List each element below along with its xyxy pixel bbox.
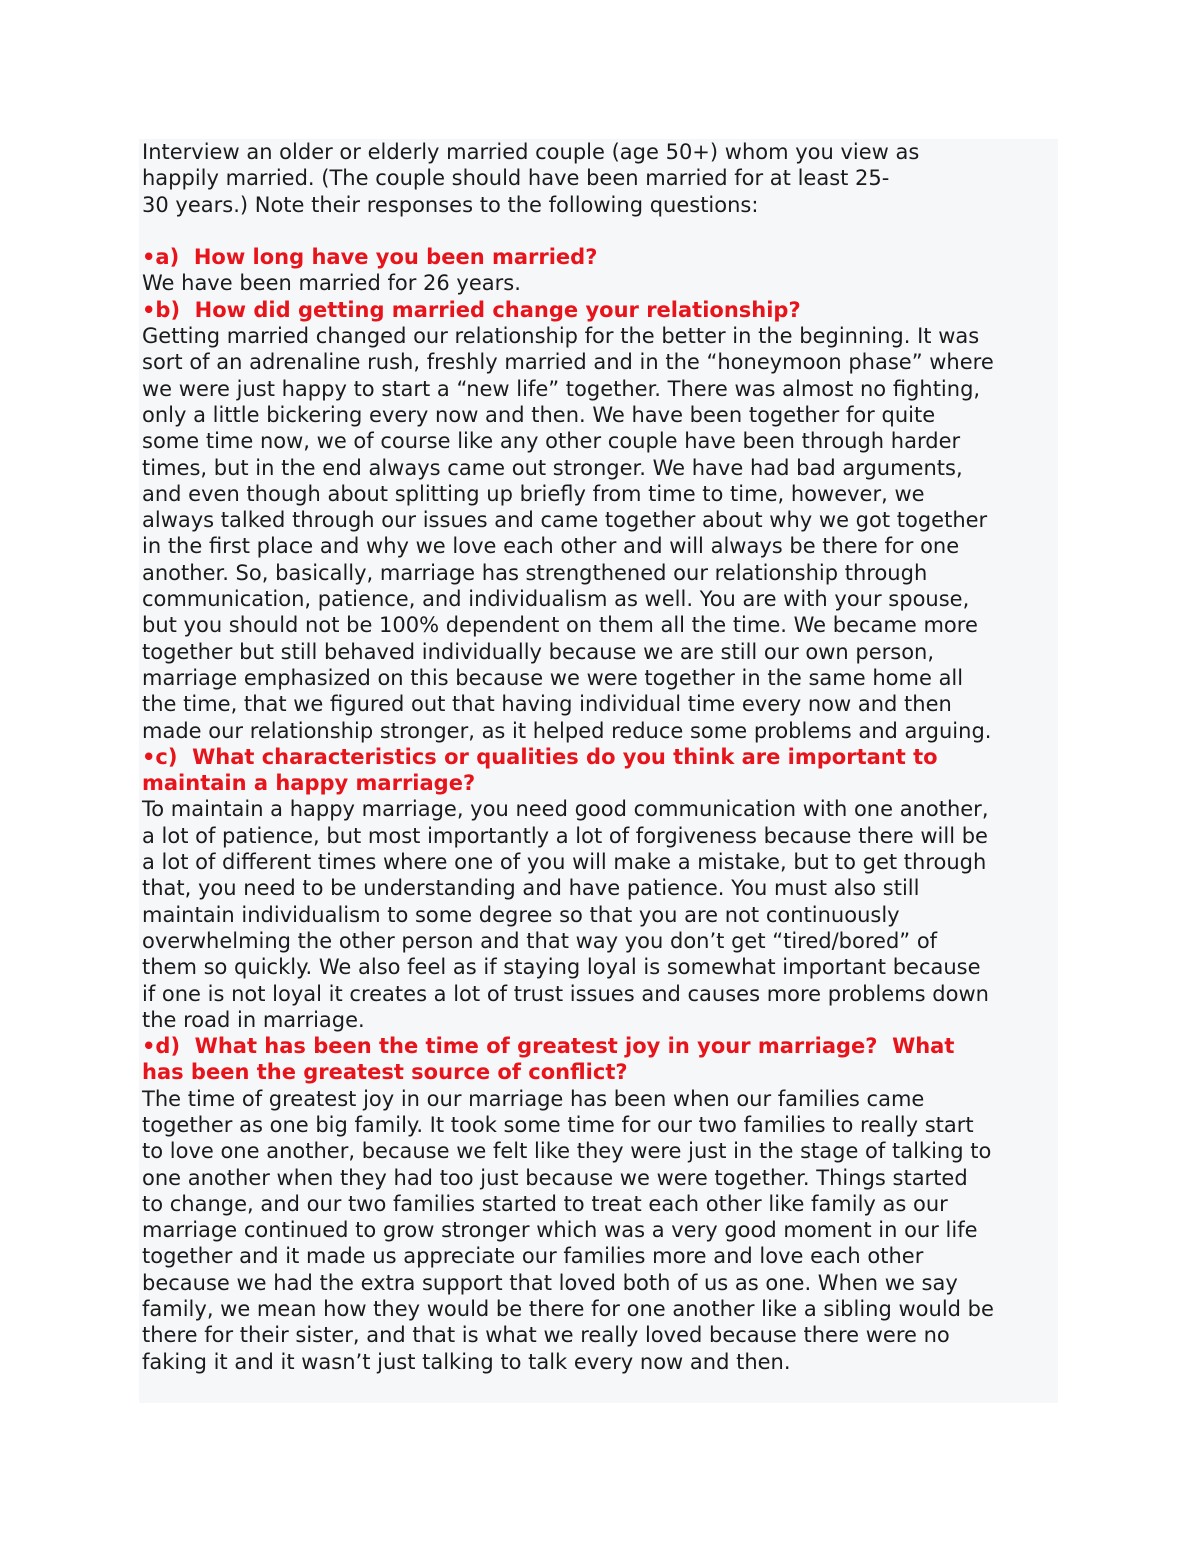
answer-line: To maintain a happy marriage, you need good communication with one another, [142,797,989,822]
answer-line: there for their sister, and that is what we really loved because there were no [142,1323,950,1348]
answer-line: the road in marriage. [142,1007,365,1032]
answer-line: if one is not loyal it creates a lot of trust issues and causes more problems down [142,981,989,1006]
answer-line: The time of greatest joy in our marriage has been when our families came [142,1086,925,1111]
answer-line: them so quickly. We also feel as if staying loyal is somewhat important because [142,955,981,980]
answer-line: made our relationship stronger, as it helped reduce some problems and arguing. [142,718,992,743]
question-b [142,297,1058,744]
intro-line: happily married. (The couple should have been married for at least 25- [142,166,890,191]
answer-line: a lot of patience, but most importantly a lot of forgiveness because there will be [142,823,988,848]
answer-line: marriage emphasized on this because we were together in the same home all [142,665,964,690]
question-heading: •b) How did getting married change your relationship? [142,297,801,322]
answer-line: some time now, we of course like any other couple have been through harder [142,429,961,454]
answer-line: but you should not be 100% dependent on them all the time. We became more [142,613,978,638]
answer-line: to love one another, because we felt like they were just in the stage of talking to [142,1139,992,1164]
answer-line: together but still behaved individually because we are still our own person, [142,639,935,664]
answer-line: Getting married changed our relationship for the better in the beginning. It was [142,324,980,349]
answer-line: faking it and it wasn’t just talking to talk every now and then. [142,1349,791,1374]
answer-line: one another when they had too just because we were together. Things started [142,1165,968,1190]
question-a [142,244,1058,297]
answer-line: sort of an adrenaline rush, freshly married and in the “honeymoon phase” where [142,350,994,375]
answer-line: and even though about splitting up briefly from time to time, however, we [142,481,925,506]
intro-line: 30 years.) Note their responses to the following questions: [142,192,759,217]
intro-line: Interview an older or elderly married couple (age 50+) whom you view as [142,140,920,164]
question-c [142,744,1058,1033]
question-heading: maintain a happy marriage? [142,771,476,796]
answer-line: only a little bickering every now and then. We have been together for quite [142,402,936,427]
answer-line: the time, that we figured out that having individual time every now and then [142,692,952,717]
answer-line: marriage continued to grow stronger which was a very good moment in our life [142,1218,978,1243]
question-d [142,1033,1058,1375]
document-content [139,139,1058,1403]
answer-line: times, but in the end always came out stronger. We have had bad arguments, [142,455,963,480]
answer-line: that, you need to be understanding and have patience. You must also still [142,876,920,901]
answer-line: communication, patience, and individualism as well. You are with your spouse, [142,587,970,612]
answer-line: together as one big family. It took some time for our two families to really start [142,1112,974,1137]
answer-line: in the first place and why we love each other and will always be there for one [142,534,960,559]
intro-paragraph [142,139,1058,218]
answer-line: together and it made us appreciate our families more and love each other [142,1244,924,1269]
question-heading: has been the greatest source of conflict? [142,1060,628,1085]
answer-line: We have been married for 26 years. [142,271,521,296]
answer-line: we were just happy to start a “new life” together. There was almost no fighting, [142,376,981,401]
answer-line: a lot of different times where one of you will make a mistake, but to get through [142,850,987,875]
answer-line: another. So, basically, marriage has strengthened our relationship through [142,560,928,585]
answer-line: family, we mean how they would be there for one another like a sibling would be [142,1297,994,1322]
question-heading: •a) How long have you been married? [142,245,598,270]
answer-line: maintain individualism to some degree so that you are not continuously [142,902,900,927]
answer-line: overwhelming the other person and that way you don’t get “tired/bored” of [142,928,938,953]
answer-line: to change, and our two families started to treat each other like family as our [142,1191,948,1216]
answer-line: because we had the extra support that loved both of us as one. When we say [142,1270,958,1295]
question-heading: •d) What has been the time of greatest joy in your marriage? What [142,1034,955,1059]
question-heading: •c) What characteristics or qualities do you think are important to [142,744,938,769]
answer-line: always talked through our issues and came together about why we got together [142,508,988,533]
spacer [142,218,1058,244]
